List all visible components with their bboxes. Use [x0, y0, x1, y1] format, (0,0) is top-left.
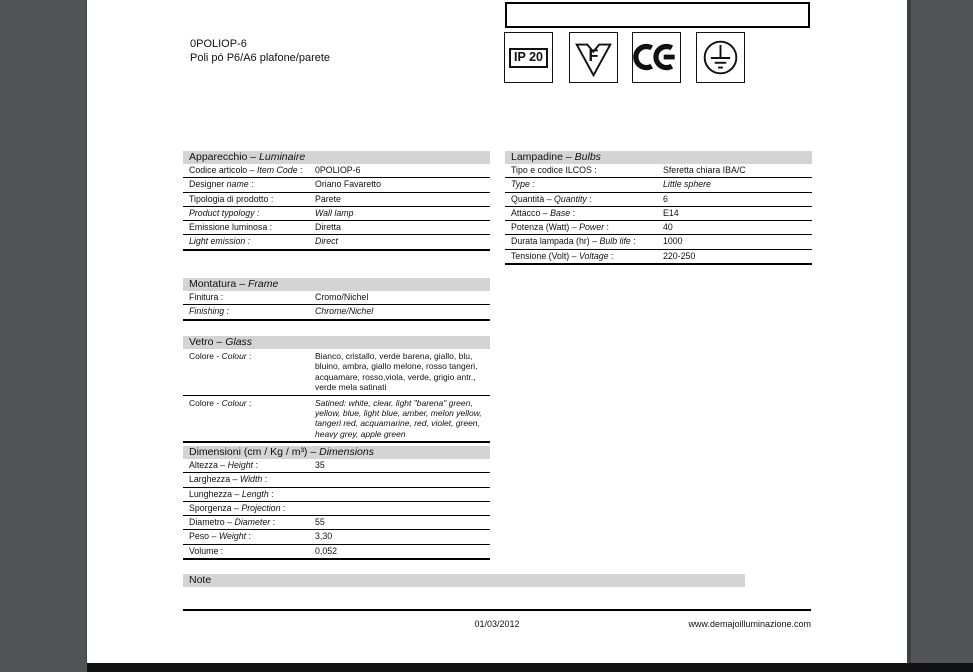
table-row: Finishing : Chrome/Nichel: [183, 305, 490, 320]
earth-ground-glyph: [697, 32, 744, 83]
table-dimensions: [183, 446, 490, 560]
section-title-en: Frame: [247, 278, 279, 290]
section-header-dimensions: [183, 446, 490, 459]
bottom-black-bar: [87, 663, 973, 672]
datasheet-page: [87, 0, 907, 663]
table-luminaire: [183, 151, 490, 251]
table-row: Colore - Colour : Bianco, cristallo, verde barena, giallo, blu, bluino, ambra, giallo melone, rosso tangeri, acquamare, rosso,viola, verde, grigio antr., verde mela satinati: [183, 349, 490, 396]
footer-date: 01/03/2012: [474, 619, 520, 629]
footer-website-link: www.demajoilluminazione.com: [688, 619, 811, 629]
section-title: Lampadine –: [511, 151, 575, 163]
section-header-note: Note: [183, 574, 745, 587]
table-row: Durata lampada (hr) – Bulb life : 1000: [505, 235, 812, 249]
section-title: Vetro –: [189, 336, 226, 348]
table-row: Volume : 0,052: [183, 545, 490, 560]
section-title: Dimensioni (cm / Kg / m³) –: [189, 446, 320, 458]
table-row: Altezza – Height : 35: [183, 459, 490, 473]
f-mark-flammable-surface-icon: [569, 32, 618, 83]
earth-ground-class1-icon: [696, 32, 745, 83]
table-row: Tensione (Volt) – Voltage : 220-250: [505, 250, 812, 265]
product-title-block: [190, 37, 330, 65]
table-row: Attacco – Base : E14: [505, 207, 812, 221]
header-empty-box: [505, 2, 810, 28]
table-row: Designer name : Oriano Favaretto: [183, 178, 490, 192]
ce-mark-glyph: [633, 32, 680, 83]
table-row: Emissione luminosa : Diretta: [183, 221, 490, 235]
product-name: Poli pó P6/A6 plafone/parete: [190, 52, 331, 64]
table-row: Lunghezza – Length :: [183, 488, 490, 502]
section-header-luminaire: [183, 151, 490, 164]
ip20-rating-icon: [504, 32, 553, 83]
table-frame: [183, 278, 490, 321]
ce-mark-icon: [632, 32, 681, 83]
section-title-en: Bulbs: [574, 151, 601, 163]
section-title-en: Luminaire: [259, 151, 306, 163]
page-left-edge-shadow: [86, 0, 87, 663]
table-row: Tipo e codice ILCOS : Sferetta chiara IBA/C: [505, 164, 812, 178]
svg-text:F: F: [588, 46, 599, 65]
table-row: Diametro – Diameter : 55: [183, 516, 490, 530]
footer-divider: [183, 609, 811, 611]
table-row: Larghezza – Width :: [183, 473, 490, 487]
section-title: Apparecchio –: [189, 151, 260, 163]
section-title: Montatura –: [189, 278, 248, 290]
section-header-glass: [183, 336, 490, 349]
table-row: Quantità – Quantity : 6: [505, 193, 812, 207]
table-row: Colore - Colour : Satined: white, clear, light "barena" green, yellow, blue, light blue, amber, melon yellow, tangeri red, acquamarine, red, violet, green, heavy grey, apple green: [183, 396, 490, 444]
table-glass: [183, 336, 490, 443]
table-row: Potenza (Watt) – Power : 40: [505, 221, 812, 235]
table-bulbs: [505, 151, 812, 265]
section-header-frame: [183, 278, 490, 291]
f-mark-triangle-glyph: [570, 32, 617, 83]
section-title-en: Glass: [225, 336, 253, 348]
ip20-label: IP 20: [509, 48, 548, 68]
table-row: Product typology : Wall lamp: [183, 207, 490, 221]
table-row: Sporgenza – Projection :: [183, 502, 490, 516]
table-row: Codice articolo – Item Code : 0POLIOP-6: [183, 164, 490, 178]
table-row: Light emission : Direct: [183, 235, 490, 250]
table-row: Peso – Weight : 3,30: [183, 530, 490, 544]
table-row: Tipologia di prodotto : Parete: [183, 193, 490, 207]
page-right-edge-shadow: [907, 0, 911, 663]
product-code: 0POLIOP-6: [190, 38, 247, 50]
section-header-bulbs: [505, 151, 812, 164]
section-title-en: Dimensions: [319, 446, 374, 458]
table-row: Finitura : Cromo/Nichel: [183, 291, 490, 305]
table-row: Type : Little sphere: [505, 178, 812, 192]
